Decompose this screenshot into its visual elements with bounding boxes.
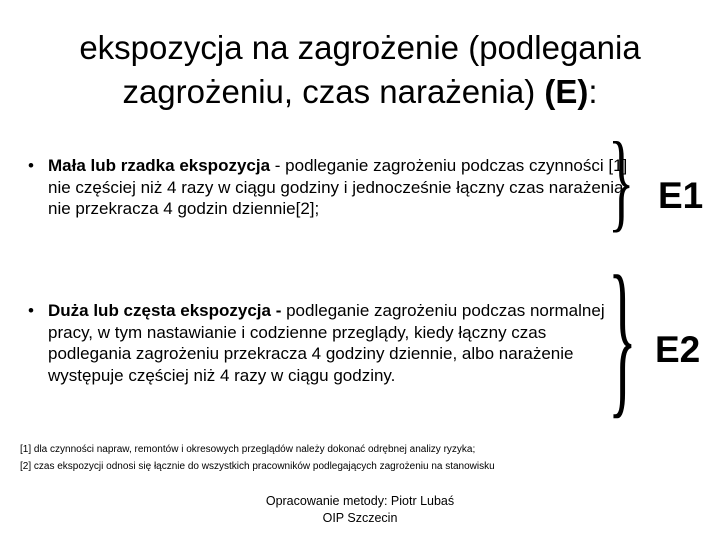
slide-title xyxy=(0,26,720,114)
title-line-2-bold: (E) xyxy=(544,73,589,110)
author-credit xyxy=(0,493,720,527)
bullet-marker: • xyxy=(28,301,34,320)
bullet-marker: • xyxy=(28,156,34,175)
curly-brace-e2: } xyxy=(608,239,637,433)
label-e2: E2 xyxy=(655,329,701,370)
curly-brace-e1: } xyxy=(608,119,635,242)
bullet-lead: Duża lub częsta ekspozycja - xyxy=(48,301,282,320)
bullet-body: podleganie zagrożeniu podczas normalnej pracy, w tym nastawianie i codzienne przeglądy, kiedy łączny czas podlegania zagrożeniu przekracza 4 godziny dziennie, albo narażenie występuje częściej niż 4 razy w ciągu godziny. xyxy=(48,301,605,385)
footnote-2: [2] czas ekspozycji odnosi się łącznie do wszystkich pracowników podlegających zagrożeniu na stanowisku xyxy=(20,461,495,472)
bullet-body: - podleganie zagrożeniu podczas czynności [1] nie częściej niż 4 razy w ciągu godziny i jednocześnie łączny czas narażenia nie przekracza 4 godzin dziennie[2]; xyxy=(48,156,628,218)
label-e1: E1 xyxy=(658,175,704,216)
title-line-2-end: : xyxy=(588,73,598,110)
bullet-text xyxy=(48,300,628,386)
title-line-1: ekspozycja na zagrożenie (podlegania xyxy=(79,29,641,66)
title-line-2-main: zagrożeniu, czas narażenia) xyxy=(122,73,545,110)
footnote-1: [1] dla czynności napraw, remontów i okresowych przeglądów należy dokonać odrębnej analizy ryzyka; xyxy=(20,444,476,455)
credit-line-1: Opracowanie metody: Piotr Lubaś xyxy=(265,494,455,508)
credit-line-2: OIP Szczecin xyxy=(322,511,398,525)
title-line-2 xyxy=(0,70,720,114)
bullet-lead: Mała lub rzadka ekspozycja xyxy=(48,156,271,175)
footnotes xyxy=(20,441,710,475)
bullet-text xyxy=(48,155,628,220)
